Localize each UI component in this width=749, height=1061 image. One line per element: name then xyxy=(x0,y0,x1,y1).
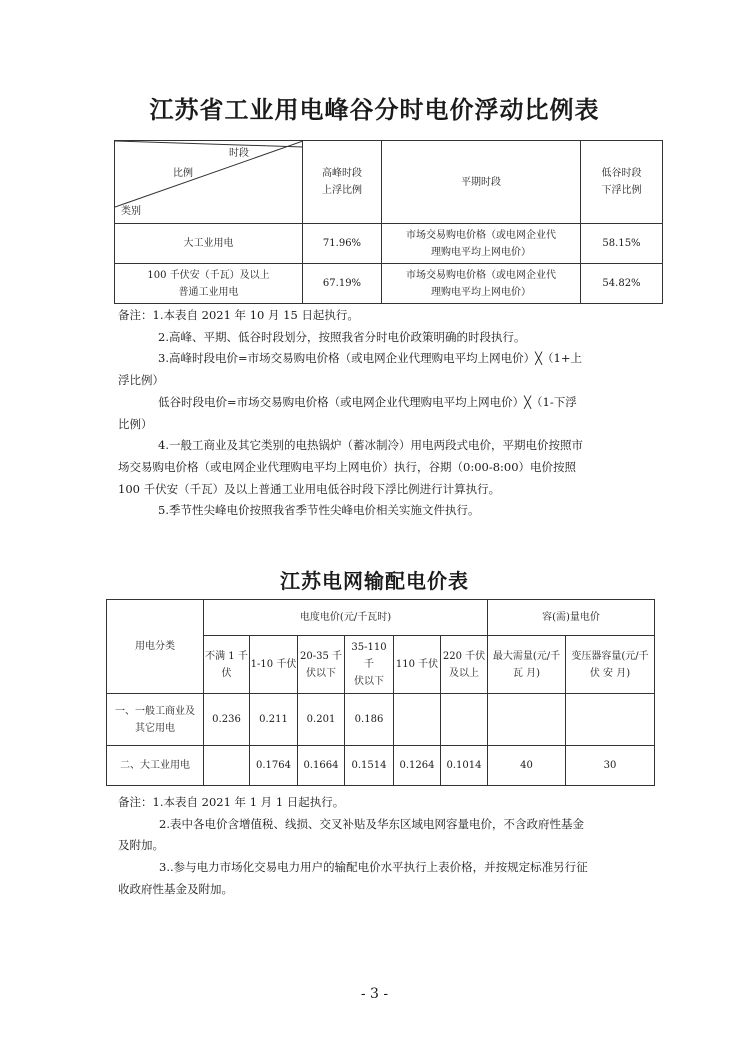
subheader-voltage: 35-110 千 伏以下 xyxy=(345,636,394,694)
note-line: 5.季节性尖峰电价按照我省季节性尖峰电价相关实施文件执行。 xyxy=(158,503,480,518)
note-line: 及附加。 xyxy=(118,838,164,853)
subheader-voltage: 1-10 千伏 xyxy=(250,636,298,694)
row-category: 大工业用电 xyxy=(115,224,303,264)
header-flat: 平期时段 xyxy=(382,141,581,224)
diagonal-header-cell xyxy=(115,141,303,224)
table1-notes xyxy=(118,305,658,522)
subheader-transformer-capacity: 变压器容量(元/千 伏 安 月) xyxy=(566,636,655,694)
price-cell: 0.1264 xyxy=(394,746,441,786)
note-line: 4.一般工商业及其它类别的电热锅炉（蓄冰制冷）用电两段式电价，平期电价按照市 xyxy=(158,438,583,453)
page-number: - 3 - xyxy=(360,986,389,1002)
header-energy-price: 电度电价(元/千瓦时) xyxy=(204,600,488,636)
table-row xyxy=(115,264,663,304)
price-cell: 0.186 xyxy=(345,694,394,746)
header-category: 用电分类 xyxy=(107,600,204,694)
header-capacity-price: 容(需)量电价 xyxy=(488,600,655,636)
row-flat-value: 市场交易购电价格（或电网企业代 理购电平均上网电价） xyxy=(382,264,581,304)
header-peak: 高峰时段 上浮比例 xyxy=(303,141,382,224)
note-line: 2.高峰、平期、低谷时段划分，按照我省分时电价政策明确的时段执行。 xyxy=(158,329,526,344)
table1-title: 江苏省工业用电峰谷分时电价浮动比例表 xyxy=(149,96,600,124)
diag-label-category: 类别 xyxy=(121,206,141,217)
price-cell: 0.1514 xyxy=(345,746,394,786)
note-line: 低谷时段电价=市场交易购电价格（或电网企业代理购电平均上网电价）╳（1-下浮 xyxy=(158,394,577,409)
note-line: 3..参与电力市场化交易电力用户的输配电价水平执行上表价格，并按规定标准另行征 xyxy=(159,860,588,875)
price-cell xyxy=(566,694,655,746)
diag-label-ratio: 比例 xyxy=(173,168,193,179)
diag-label-period: 时段 xyxy=(229,148,249,159)
subheader-voltage: 20-35 千 伏以下 xyxy=(298,636,345,694)
note-line: 3.高峰时段电价=市场交易购电价格（或电网企业代理购电平均上网电价）╳（1+上 xyxy=(158,351,582,366)
subheader-voltage: 220 千伏 及以上 xyxy=(441,636,488,694)
price-cell xyxy=(488,694,566,746)
header-valley: 低谷时段 下浮比例 xyxy=(581,141,663,224)
price-cell: 0.211 xyxy=(250,694,298,746)
price-cell: 0.1014 xyxy=(441,746,488,786)
note-line: 收政府性基金及附加。 xyxy=(118,881,233,896)
subheader-voltage: 110 千伏 xyxy=(394,636,441,694)
subheader-voltage: 不满 1 千 伏 xyxy=(204,636,250,694)
transmission-price-table xyxy=(106,599,655,786)
price-cell xyxy=(204,746,250,786)
row-category: 二、大工业用电 xyxy=(107,746,204,786)
price-cell: 0.236 xyxy=(204,694,250,746)
table2-title: 江苏电网输配电价表 xyxy=(280,569,469,593)
row-valley-value: 58.15% xyxy=(581,224,663,264)
table-row xyxy=(115,224,663,264)
note-line: 备注：1.本表自 2021 年 1 月 1 日起执行。 xyxy=(118,795,345,809)
price-cell: 0.201 xyxy=(298,694,345,746)
price-cell xyxy=(441,694,488,746)
subheader-max-demand: 最大需量(元/千 瓦 月) xyxy=(488,636,566,694)
table-row xyxy=(107,746,655,786)
price-cell: 0.1664 xyxy=(298,746,345,786)
price-cell: 40 xyxy=(488,746,566,786)
row-peak-value: 71.96% xyxy=(303,224,382,264)
row-category: 100 千伏安（千瓦）及以上 普通工业用电 xyxy=(115,264,303,304)
row-valley-value: 54.82% xyxy=(581,264,663,304)
peak-valley-ratio-table xyxy=(114,140,663,304)
note-line: 浮比例） xyxy=(118,373,164,388)
row-flat-value: 市场交易购电价格（或电网企业代 理购电平均上网电价） xyxy=(382,224,581,264)
note-line: 2.表中各电价含增值税、线损、交叉补贴及华东区域电网容量电价，不含政府性基金 xyxy=(159,816,584,831)
row-category: 一、一般工商业及 其它用电 xyxy=(107,694,204,746)
row-peak-value: 67.19% xyxy=(303,264,382,304)
table-row xyxy=(107,694,655,746)
table2-notes xyxy=(118,792,663,901)
price-cell: 30 xyxy=(566,746,655,786)
note-line: 比例） xyxy=(118,416,153,431)
price-cell: 0.1764 xyxy=(250,746,298,786)
note-line: 场交易购电价格（或电网企业代理购电平均上网电价）执行，谷期（0:00-8:00）电价按照 xyxy=(118,459,577,474)
price-cell xyxy=(394,694,441,746)
note-line: 备注：1.本表自 2021 年 10 月 15 日起执行。 xyxy=(118,308,359,322)
note-line: 100 千伏安（千瓦）及以上普通工业用电低谷时段下浮比例进行计算执行。 xyxy=(118,481,501,496)
diagonal-lines xyxy=(115,141,303,223)
